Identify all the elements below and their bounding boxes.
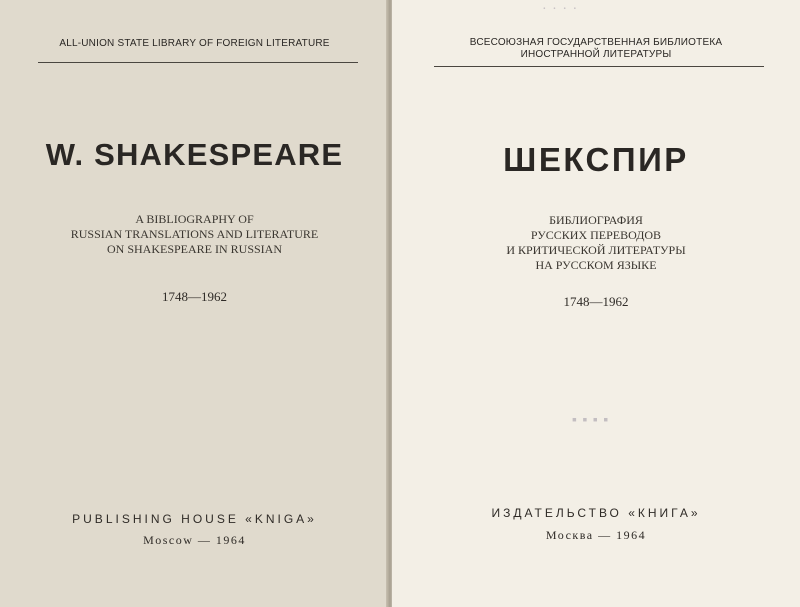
subtitle-line-3: И КРИТИЧЕСКОЙ ЛИТЕРАТУРЫ bbox=[506, 243, 686, 257]
header-rule bbox=[434, 66, 764, 67]
header-rule bbox=[38, 62, 358, 63]
show-through-stamp: · · · · bbox=[542, 2, 579, 17]
city-year: Moscow — 1964 bbox=[143, 533, 246, 547]
date-range: 1748—1962 bbox=[563, 294, 629, 309]
institution-name: ALL-UNION STATE LIBRARY OF FOREIGN LITERATURE bbox=[59, 38, 330, 49]
subtitle-line-2: РУССКИХ ПЕРЕВОДОВ bbox=[530, 228, 662, 242]
subtitle-line-2: RUSSIAN TRANSLATIONS AND LITERATURE bbox=[70, 227, 319, 241]
institution-name-line-1: ВСЕСОЮЗНАЯ ГОСУДАРСТВЕННАЯ БИБЛИОТЕКА bbox=[469, 37, 723, 48]
subtitle-line-1: БИБЛИОГРАФИЯ bbox=[549, 213, 643, 227]
date-range: 1748—1962 bbox=[162, 289, 227, 304]
institution-name-line-2: ИНОСТРАННОЙ ЛИТЕРАТУРЫ bbox=[520, 49, 672, 60]
subtitle-line-1: A BIBLIOGRAPHY OF bbox=[135, 212, 254, 226]
subtitle-line-3: ON SHAKESPEARE IN RUSSIAN bbox=[106, 242, 283, 256]
publisher-name: ИЗДАТЕЛЬСТВО «КНИГА» bbox=[491, 506, 701, 520]
publisher-name: PUBLISHING HOUSE «KNIGA» bbox=[72, 512, 317, 526]
russian-title-page bbox=[392, 0, 800, 607]
page-title: W. SHAKESPEARE bbox=[45, 137, 344, 172]
subtitle-line-4: НА РУССКОМ ЯЗЫКЕ bbox=[535, 258, 657, 272]
english-title-page bbox=[0, 0, 389, 607]
show-through-stamp: ▪ ▪ ▪ ▪ bbox=[572, 413, 610, 428]
page-title: ШЕКСПИР bbox=[503, 141, 689, 178]
city-year: Москва — 1964 bbox=[545, 528, 647, 542]
